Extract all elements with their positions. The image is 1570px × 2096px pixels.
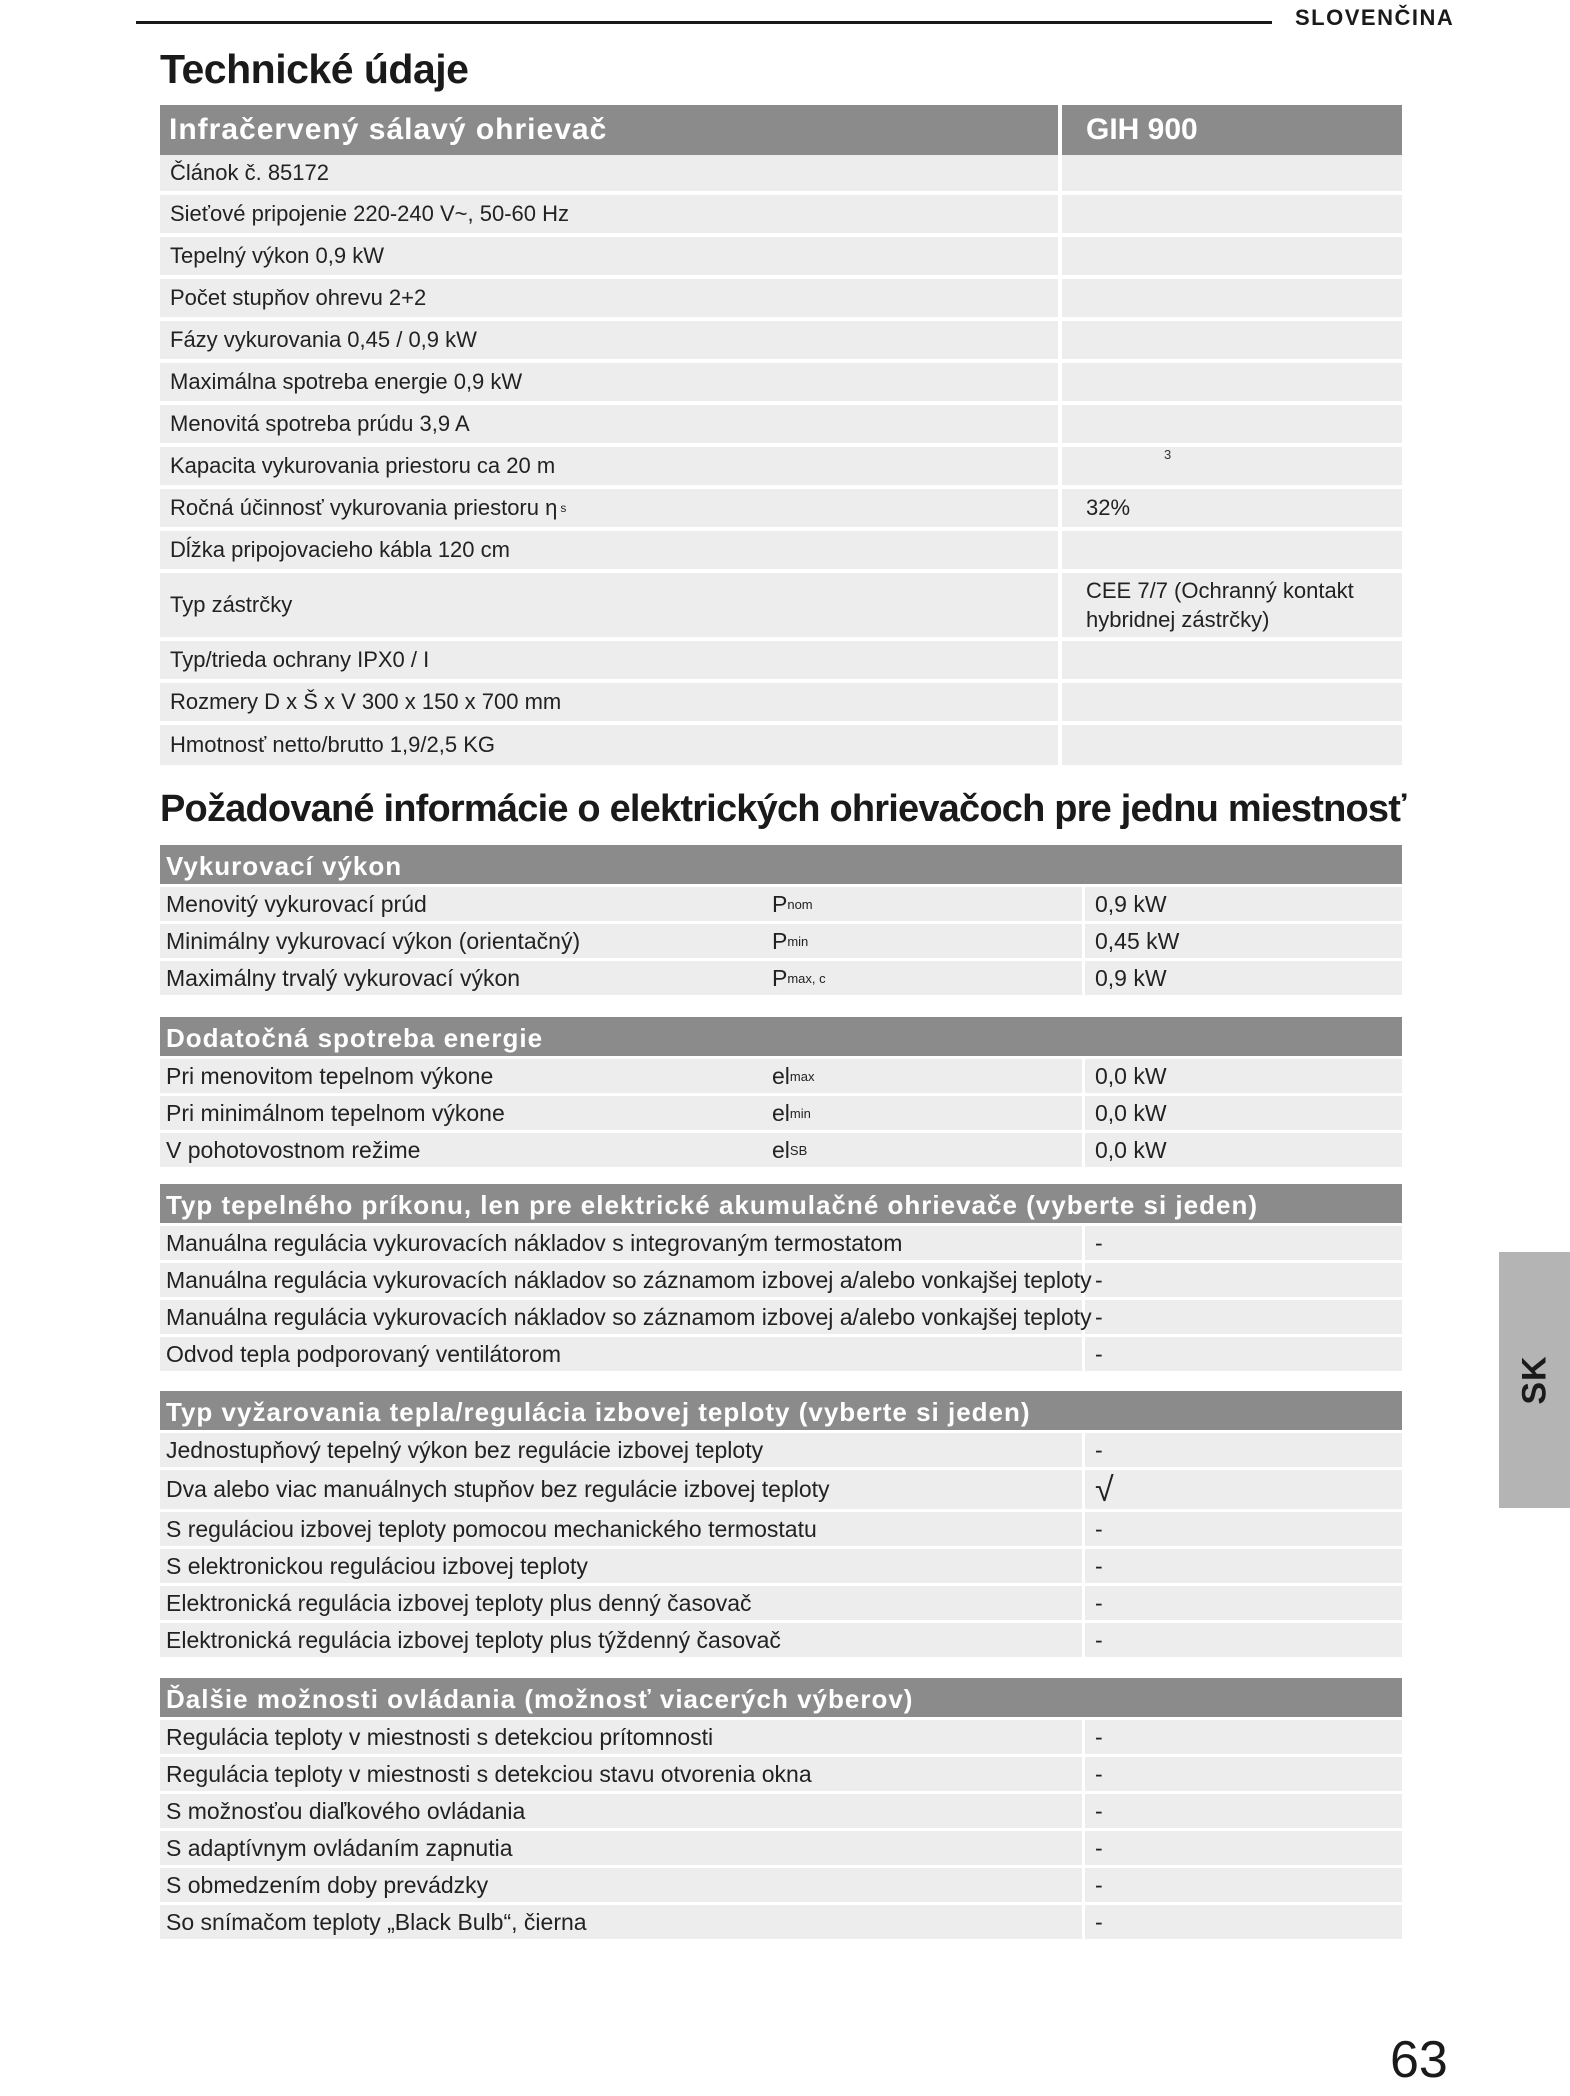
heating-output-block — [160, 845, 1402, 995]
row-label: Menovitý vykurovací prúd — [166, 890, 427, 917]
block-heading: Vykurovací výkon — [160, 845, 1402, 884]
spec-value — [1062, 279, 1402, 317]
row-value: 0,0 kW — [1095, 1099, 1167, 1126]
row-value: - — [1095, 1834, 1103, 1861]
spec-label: Fázy vykurovania 0,45 / 0,9 kW — [160, 321, 1062, 359]
table-row — [160, 1546, 1402, 1583]
section-title: Požadované informácie o elektrických ohrievačoch pre jednu miestnosť — [160, 788, 1406, 830]
table-row — [160, 1430, 1402, 1467]
table-row — [160, 958, 1402, 995]
symbol-subscript: min — [789, 1105, 811, 1121]
row-label: S adaptívnym ovládaním zapnutia — [160, 1831, 1085, 1865]
row-symbol — [770, 961, 1085, 995]
heat-input-block — [160, 1184, 1402, 1371]
table-row — [160, 1223, 1402, 1260]
symbol-subscript: max — [789, 1068, 815, 1084]
row-value: 0,0 kW — [1095, 1136, 1167, 1163]
spec-value — [1062, 683, 1402, 721]
table-row — [160, 447, 1402, 489]
symbol-base: P — [772, 890, 788, 917]
table-row — [160, 641, 1402, 683]
auxiliary-consumption-block — [160, 1017, 1402, 1167]
symbol-base: P — [772, 927, 788, 954]
table-row — [160, 1620, 1402, 1657]
spec-label: Maximálna spotreba energie 0,9 kW — [160, 363, 1062, 401]
table-row — [160, 1865, 1402, 1902]
row-label: Odvod tepla podporovaný ventilátorom — [160, 1337, 1085, 1371]
row-label: S možnosťou diaľkového ovládania — [160, 1794, 1085, 1828]
spec-value — [1062, 531, 1402, 569]
spec-value — [1062, 641, 1402, 679]
table-row — [160, 1260, 1402, 1297]
table-row — [160, 1467, 1402, 1509]
symbol-subscript: max, c — [787, 970, 826, 986]
spec-value — [1062, 573, 1402, 637]
row-label: Dva alebo viac manuálnych stupňov bez regulácie izbovej teploty — [160, 1470, 1085, 1509]
row-value: - — [1095, 1340, 1103, 1367]
row-label: Minimálny vykurovací výkon (orientačný) — [166, 927, 581, 954]
row-symbol — [770, 887, 1085, 921]
row-label: S reguláciou izbovej teploty pomocou mechanického termostatu — [160, 1512, 1085, 1546]
spec-label — [160, 489, 1062, 527]
row-value: - — [1095, 1723, 1103, 1750]
row-label: Elektronická regulácia izbovej teploty plus denný časovač — [160, 1586, 1085, 1620]
spec-value — [1062, 363, 1402, 401]
row-label: Pri menovitom tepelnom výkone — [166, 1062, 494, 1089]
row-label: Manuálna regulácia vykurovacích nákladov s integrovaným termostatom — [160, 1226, 1085, 1260]
page-title: Technické údaje — [160, 46, 469, 92]
side-tab-label: SK — [1515, 1355, 1553, 1405]
symbol-base: el — [772, 1099, 790, 1126]
table-row — [160, 489, 1402, 531]
language-side-tab — [1499, 1252, 1570, 1508]
row-value: - — [1095, 1589, 1103, 1616]
table-heading: Infračervený sálavý ohrievač — [160, 105, 1062, 155]
block-heading: Dodatočná spotreba energie — [160, 1017, 1402, 1056]
spec-value — [1062, 155, 1402, 191]
table-row — [160, 683, 1402, 725]
table-row — [160, 405, 1402, 447]
table-row — [160, 1509, 1402, 1546]
block-heading: Typ vyžarovania tepla/regulácia izbovej teploty (vyberte si jeden) — [160, 1391, 1402, 1430]
row-label: So snímačom teploty „Black Bulb“, čierna — [160, 1905, 1085, 1939]
spec-label: Tepelný výkon 0,9 kW — [160, 237, 1062, 275]
page-number: 63 — [1390, 2031, 1448, 2089]
heat-output-type-block — [160, 1391, 1402, 1657]
spec-label: Počet stupňov ohrevu 2+2 — [160, 279, 1062, 317]
row-label: Regulácia teploty v miestnosti s detekciou prítomnosti — [160, 1720, 1085, 1754]
spec-label: Hmotnosť netto/brutto 1,9/2,5 KG — [160, 725, 1062, 765]
row-value: - — [1095, 1871, 1103, 1898]
table-row — [160, 1717, 1402, 1754]
language-label: SLOVENČINA — [1295, 5, 1455, 30]
row-label: Maximálny trvalý vykurovací výkon — [166, 964, 521, 991]
row-label: V pohotovostnom režime — [166, 1136, 421, 1163]
table-row — [160, 279, 1402, 321]
row-value: - — [1095, 1552, 1103, 1579]
table-row — [160, 884, 1402, 921]
table-row — [160, 155, 1402, 195]
row-value: - — [1095, 1797, 1103, 1824]
table-header — [160, 105, 1402, 155]
row-label: Jednostupňový tepelný výkon bez regulácie izbovej teploty — [160, 1433, 1085, 1467]
technical-data-table — [160, 105, 1402, 765]
row-label: S obmedzením doby prevádzky — [160, 1868, 1085, 1902]
table-row — [160, 1297, 1402, 1334]
spec-label: Rozmery D x Š x V 300 x 150 x 700 mm — [160, 683, 1062, 721]
spec-value — [1062, 725, 1402, 765]
table-row — [160, 1056, 1402, 1093]
spec-value — [1062, 195, 1402, 233]
row-value: 0,9 kW — [1095, 890, 1167, 917]
table-row — [160, 1130, 1402, 1167]
spec-label-text: Ročná účinnosť vykurovania priestoru η — [170, 495, 558, 520]
row-value: - — [1095, 1229, 1103, 1256]
symbol-subscript: SB — [789, 1142, 808, 1158]
symbol-base: el — [772, 1136, 790, 1163]
row-value: 0,9 kW — [1095, 964, 1167, 991]
block-heading: Typ tepelného príkonu, len pre elektrické akumulačné ohrievače (vyberte si jeden) — [160, 1184, 1402, 1223]
spec-value — [1062, 447, 1402, 485]
top-rule — [136, 21, 1272, 24]
symbol-subscript: min — [787, 933, 809, 949]
table-row — [160, 237, 1402, 279]
symbol-base: P — [772, 964, 788, 991]
spec-value — [1062, 237, 1402, 275]
row-value: - — [1095, 1436, 1103, 1463]
row-value: - — [1095, 1626, 1103, 1653]
table-row — [160, 321, 1402, 363]
table-row — [160, 531, 1402, 573]
symbol-subscript: nom — [787, 896, 813, 912]
table-row — [160, 1902, 1402, 1939]
row-value: - — [1095, 1303, 1103, 1330]
table-row — [160, 573, 1402, 641]
other-options-block — [160, 1678, 1402, 1939]
row-symbol — [770, 1059, 1085, 1093]
spec-value — [1062, 405, 1402, 443]
row-symbol — [770, 1133, 1085, 1167]
table-row — [160, 1828, 1402, 1865]
model-name: GIH 900 — [1086, 113, 1198, 146]
plug-type-line-2: hybridnej zástrčky) — [1086, 607, 1270, 632]
table-row — [160, 1754, 1402, 1791]
plug-type-line-1: CEE 7/7 (Ochranný kontakt — [1086, 578, 1354, 603]
row-value: - — [1095, 1515, 1103, 1542]
spec-label: Typ/trieda ochrany IPX0 / I — [160, 641, 1062, 679]
spec-label: Menovitá spotreba prúdu 3,9 A — [160, 405, 1062, 443]
row-label: Regulácia teploty v miestnosti s detekciou stavu otvorenia okna — [160, 1757, 1085, 1791]
row-value: 0,45 kW — [1095, 927, 1180, 954]
row-label: S elektronickou reguláciou izbovej teploty — [160, 1549, 1085, 1583]
table-row — [160, 195, 1402, 237]
spec-label: Kapacita vykurovania priestoru ca 20 m — [160, 447, 1062, 485]
spec-label: Typ zástrčky — [160, 573, 1062, 637]
row-symbol — [770, 1096, 1085, 1130]
row-label: Manuálna regulácia vykurovacích nákladov so záznamom izbovej a/alebo vonkajšej teploty — [160, 1300, 1085, 1334]
spec-value — [1062, 321, 1402, 359]
spec-label: Dĺžka pripojovacieho kábla 120 cm — [160, 531, 1062, 569]
row-label: Elektronická regulácia izbovej teploty plus týždenný časovač — [160, 1623, 1085, 1657]
symbol-base: el — [772, 1062, 790, 1089]
row-value — [1085, 1470, 1402, 1509]
row-label: Pri minimálnom tepelnom výkone — [166, 1099, 505, 1126]
row-value: 0,0 kW — [1095, 1062, 1167, 1089]
check-mark-icon: √ — [1095, 1470, 1114, 1509]
spec-label: Sieťové pripojenie 220-240 V~, 50-60 Hz — [160, 195, 1062, 233]
table-row — [160, 1583, 1402, 1620]
row-value: - — [1095, 1760, 1103, 1787]
table-row — [160, 921, 1402, 958]
table-row — [160, 1093, 1402, 1130]
eta-subscript: s — [560, 501, 567, 515]
row-symbol — [770, 924, 1085, 958]
row-label: Manuálna regulácia vykurovacích nákladov so záznamom izbovej a/alebo vonkajšej teploty — [160, 1263, 1085, 1297]
table-row — [160, 1334, 1402, 1371]
row-value: - — [1095, 1266, 1103, 1293]
table-row — [160, 363, 1402, 405]
superscript-three: 3 — [1164, 447, 1172, 462]
spec-label: Článok č. 85172 — [160, 155, 1062, 191]
block-heading: Ďalšie možnosti ovládania (možnosť viacerých výberov) — [160, 1678, 1402, 1717]
row-value: - — [1095, 1908, 1103, 1935]
spec-value: 32% — [1086, 495, 1131, 520]
table-row — [160, 1791, 1402, 1828]
table-row — [160, 725, 1402, 765]
